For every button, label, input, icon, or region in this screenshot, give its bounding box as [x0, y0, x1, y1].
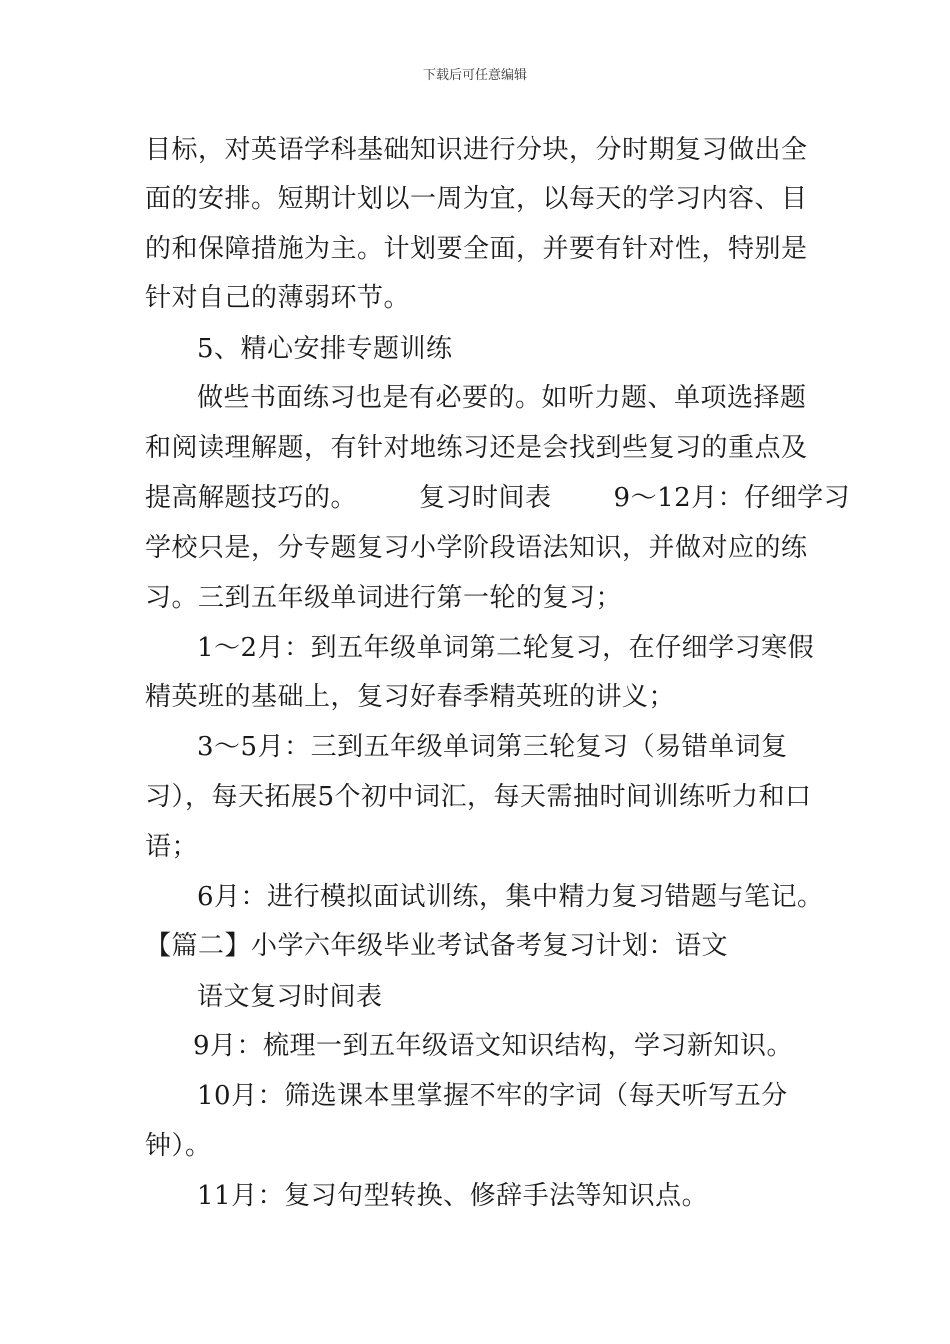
text-line: 习。三到五年级单词进行第一轮的复习；: [145, 583, 623, 613]
text-line: 精英班的基础上，复习好春季精英班的讲义；: [145, 682, 676, 712]
text-line: 6月：进行模拟面试训练，集中精力复习错题与笔记。: [197, 882, 824, 912]
text-line: 针对自己的薄弱环节。: [145, 283, 411, 313]
text-line: 钟）。: [145, 1131, 212, 1161]
section-heading: 【篇二】小学六年级毕业考试备考复习计划：语文: [145, 931, 729, 961]
text-line: 的和保障措施为主。计划要全面，并要有针对性，特别是: [145, 234, 808, 264]
text-line: 习），每天拓展5个初中词汇，每天需抽时间训练听力和口: [145, 782, 812, 812]
text-line: 做些书面练习也是有必要的。如听力题、单项选择题: [197, 383, 807, 413]
text-line: 3～5月：三到五年级单词第三轮复习（易错单词复: [197, 732, 788, 762]
text-line: [145, 482, 851, 514]
schedule-title: 复习时间表: [419, 483, 552, 513]
text-segment: 提高解题技巧的。: [145, 483, 358, 513]
text-line: 面的安排。短期计划以一周为宜，以每天的学习内容、目: [145, 184, 808, 214]
section-heading: 5、精心安排专题训练: [197, 334, 453, 364]
text-line: 1～2月：到五年级单词第二轮复习，在仔细学习寒假: [197, 633, 815, 663]
page-header: 下载后可任意编辑: [422, 68, 527, 83]
schedule-title: 语文复习时间表: [197, 982, 383, 1012]
text-segment: 9～12月：仔细学习: [613, 483, 851, 513]
text-line: 11月：复习句型转换、修辞手法等知识点。: [197, 1181, 709, 1211]
text-line: 目标，对英语学科基础知识进行分块，分时期复习做出全: [145, 135, 808, 165]
text-line: 10月：筛选课本里掌握不牢的字词（每天听写五分: [197, 1081, 788, 1111]
text-line: 和阅读理解题，有针对地练习还是会找到些复习的重点及: [145, 433, 808, 463]
text-line: 语；: [145, 832, 199, 862]
text-line: 学校只是，分专题复习小学阶段语法知识，并做对应的练: [145, 533, 808, 563]
text-line: 9月：梳理一到五年级语文知识结构，学习新知识。: [193, 1031, 794, 1061]
